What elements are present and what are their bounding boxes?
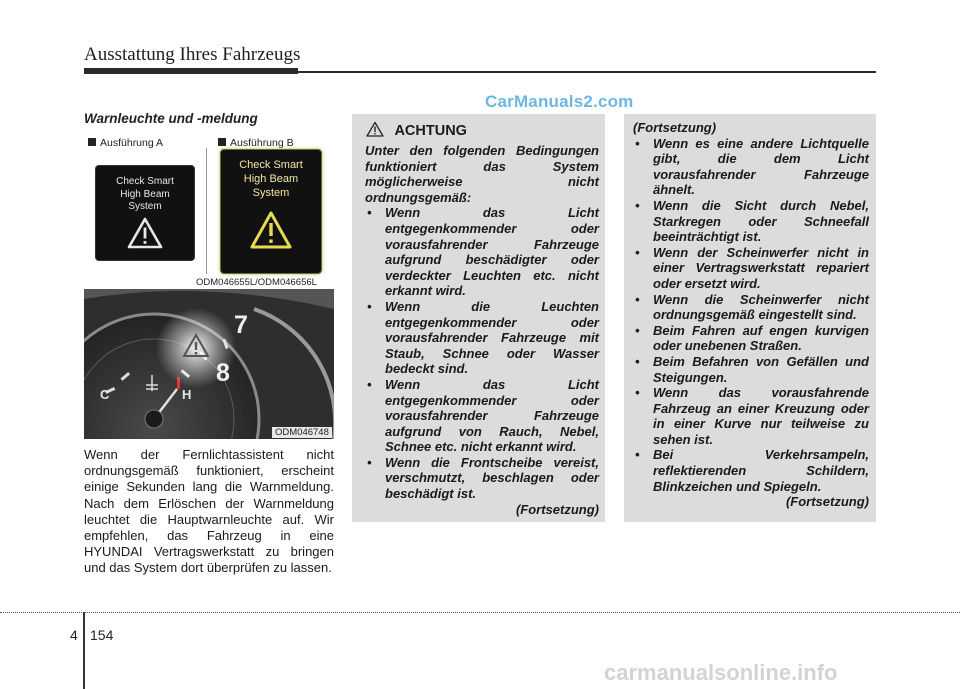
list-item: • Wenn das Licht entgegenkommender oder vorausfahrender Fahrzeuge aufgrund von Rauch, Nebel, Schnee etc. nicht erkannt wird. [367,376,599,455]
list-item: • Wenn der Scheinwerfer nicht in einer Vertragswerkstatt repariert oder ersetzt wird. [635,244,869,291]
lcd-a-line1: Check Smart [116,176,174,187]
section-heading: Warnleuchte und -meldung [84,111,258,126]
body-paragraph: Wenn der Fernlichtassistent nicht ordnungsgemäß funktioniert, erscheint einige Sekunden lang die Warnmeldung. Nach dem Erlöschen der Warnmeldung leuchtet die Hauptwarnleuchte auf. Wir empfehlen, das Fahrzeug in eine HYUNDAI Vertragswerkstatt zu bringen und das System dort überprüfen zu lassen. [84,447,334,576]
lcd-display-b [220,149,322,274]
list-item: • Bei Verkehrsampeln, reflektierenden Schildern, Blinkzeichen und Spiegeln. [635,447,869,494]
page-number: 154 [90,627,114,643]
caution-title: ACHTUNG [394,123,467,139]
list-item: • Beim Fahren auf engen kurvigen oder unebenen Straßen. [635,322,869,354]
continuation-list [633,136,869,495]
variant-b-label: Ausführung B [218,137,294,149]
caution-list [365,205,599,501]
instrument-cluster-photo [84,289,334,439]
square-bullet-icon [218,138,226,146]
lcd-a-line3: System [128,201,162,212]
instrument-cluster-graphic [84,289,334,439]
gauge-label-h: H [182,387,192,402]
caution-header [366,121,467,140]
tach-number-8: 8 [216,359,230,387]
caution-intro: Unter den folgenden Bedingungen funktioniert das System möglicherweise nicht ordnungsgemäß: [365,143,599,205]
gauge-label-c: C [100,387,110,402]
figure-divider [206,148,207,274]
tach-number-7: 7 [234,311,248,339]
warning-triangle-icon [126,216,164,250]
footer-vertical-rule [83,612,85,689]
lcd-a-line2: High Beam [120,188,170,200]
lcd-display-a [95,165,195,261]
list-item: • Beim Befahren von Gefällen und Steigungen. [635,353,869,385]
figure-ref-top: ODM046655L/ODM046656L [196,277,317,288]
list-item: • Wenn die Sicht durch Nebel, Starkregen oder Schneefall beeinträchtigt ist. [635,197,869,245]
footer-dotted-rule [0,612,960,613]
lcd-b-line2: High Beam [243,173,299,185]
list-item: • Wenn das vorausfahrende Fahrzeug an einer Kreuzung oder in einer Kurve nur teilweise zu sehen ist. [635,385,869,447]
variant-a-label: Ausführung A [88,137,163,149]
header-title: Ausstattung Ihres Fahrzeugs [84,44,301,65]
caution-triangle-icon [366,121,384,137]
continuation-heading: (Fortsetzung) [633,120,717,135]
list-item: • Wenn die Frontscheibe vereist, verschmutzt, beschlagen oder beschädigt ist. [367,454,599,502]
lcd-b-line1: Check Smart [239,159,303,171]
list-item: • Wenn das Licht entgegenkommender oder vorausfahrender Fahrzeuge aufgrund beschädigter oder verdeckter Leuchten etc. nicht erkannt wird. [367,205,599,299]
chapter-number: 4 [70,627,78,643]
caution-box [352,114,605,522]
watermark-top[interactable]: CarManuals2.com [485,92,634,111]
warning-triangle-icon [249,210,293,250]
list-item: • Wenn die Leuchten entgegenkommender oder vorausfahrender Fahrzeuge mit Staub, Schnee oder Wasser bedeckt sind. [367,298,599,377]
figure-ref-bottom: ODM046748 [272,427,332,438]
lcd-b-line3: System [252,187,290,199]
square-bullet-icon [88,138,96,146]
list-item: • Wenn es eine andere Lichtquelle gibt, die dem Licht vorausfahrender Fahrzeuge ähnelt. [635,135,869,198]
watermark-bottom[interactable]: carmanualsonline.info [604,660,838,685]
header-rule-thin [84,71,876,73]
continuation-box [624,114,876,522]
caution-continued: (Fortsetzung) [515,501,599,517]
list-item: • Wenn die Scheinwerfer nicht ordnungsgemäß eingestellt sind. [635,291,869,323]
continuation-continued: (Fortsetzung) [785,494,869,510]
